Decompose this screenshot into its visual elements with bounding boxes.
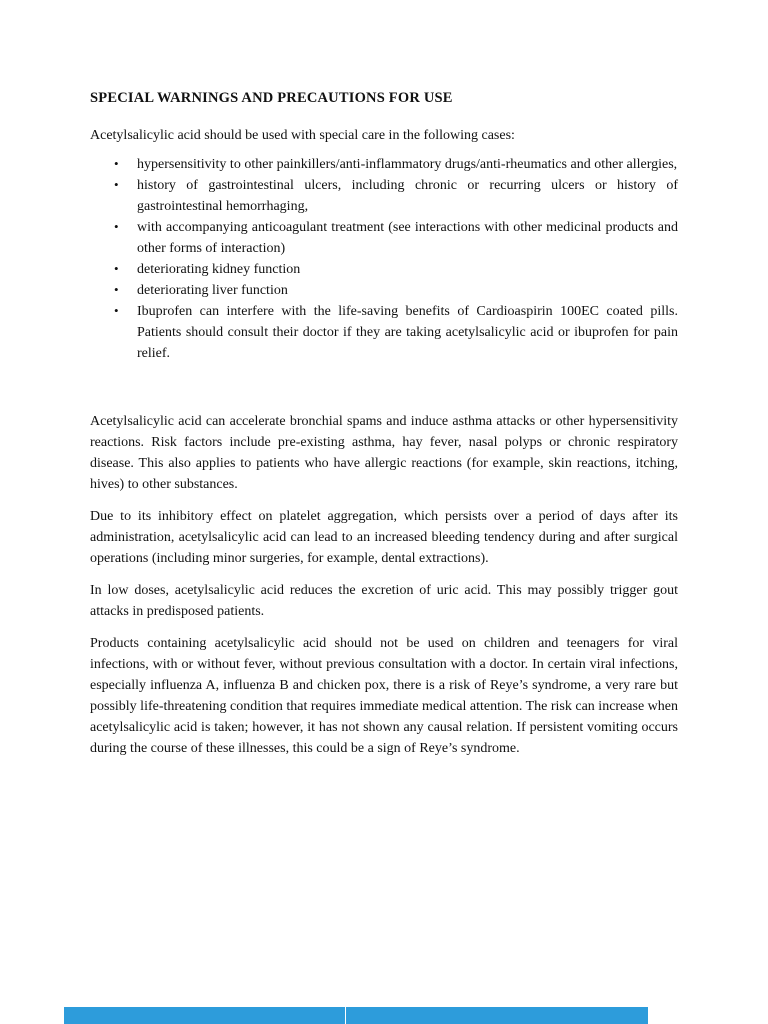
list-item-text: deteriorating liver function (137, 283, 288, 298)
page-title: SPECIAL WARNINGS AND PRECAUTIONS FOR USE (90, 90, 453, 106)
list-item (90, 280, 678, 301)
footer-tag-strip (0, 1007, 768, 1024)
bullet-icon: • (114, 261, 119, 276)
list-item (90, 301, 678, 364)
bullet-icon: • (114, 282, 119, 297)
body-paragraph: Due to its inhibitory effect on platelet aggregation, which persists over a period of days after its administration, acetylsalicylic acid can lead to an increased bleeding tendency during and after surgical operations (including minor surgeries, for example, dental extractions). (90, 509, 678, 566)
body-paragraph: Acetylsalicylic acid can accelerate bronchial spams and induce asthma attacks or other hypersensitivity reactions. Risk factors include pre-existing asthma, hay fever, nasal polyps or chronic respiratory disease. This also applies to patients who have allergic reactions (for example, skin reactions, itching, hives) to other substances. (90, 414, 678, 492)
bullet-icon: • (114, 303, 119, 318)
list-item-text: history of gastrointestinal ulcers, including chronic or recurring ulcers or history of gastrointestinal hemorrhaging, (137, 178, 678, 214)
list-item (90, 154, 678, 175)
list-item (90, 259, 678, 280)
footer-tag-bar[interactable] (346, 1007, 648, 1024)
body-paragraph: Products containing acetylsalicylic acid should not be used on children and teenagers for viral infections, with or without fever, without previous consultation with a doctor. In certain viral infections, especially influenza A, influenza B and chicken pox, there is a risk of Reye’s syndrome, a very rare but possibly life-threatening condition that requires immediate medical attention. The risk can increase when acetylsalicylic acid is taken; however, it has not shown any causal relation. If persistent vomiting occurs during the course of these illnesses, this could be a sign of Reye’s syndrome. (90, 636, 678, 756)
bullet-icon: • (114, 219, 119, 234)
warning-list (90, 154, 678, 364)
document-content (90, 88, 678, 770)
list-item-text: Ibuprofen can interfere with the life-saving benefits of Cardioaspirin 100EC coated pills. Patients should consult their doctor if they are taking acetylsalicylic acid or ibuprofen for pain relief. (137, 304, 678, 361)
body-paragraph: In low doses, acetylsalicylic acid reduces the excretion of uric acid. This may possibly trigger gout attacks in predisposed patients. (90, 583, 678, 619)
footer-tag-bar[interactable] (64, 1007, 345, 1024)
bullet-icon: • (114, 177, 119, 192)
list-item (90, 175, 678, 217)
intro-paragraph: Acetylsalicylic acid should be used with special care in the following cases: (90, 128, 515, 143)
list-item (90, 217, 678, 259)
list-item-text: with accompanying anticoagulant treatment (see interactions with other medicinal products and other forms of interaction) (137, 220, 678, 256)
bullet-icon: • (114, 156, 119, 171)
list-item-text: deteriorating kidney function (137, 262, 301, 277)
list-item-text: hypersensitivity to other painkillers/anti-inflammatory drugs/anti-rheumatics and other allergies, (137, 157, 678, 172)
